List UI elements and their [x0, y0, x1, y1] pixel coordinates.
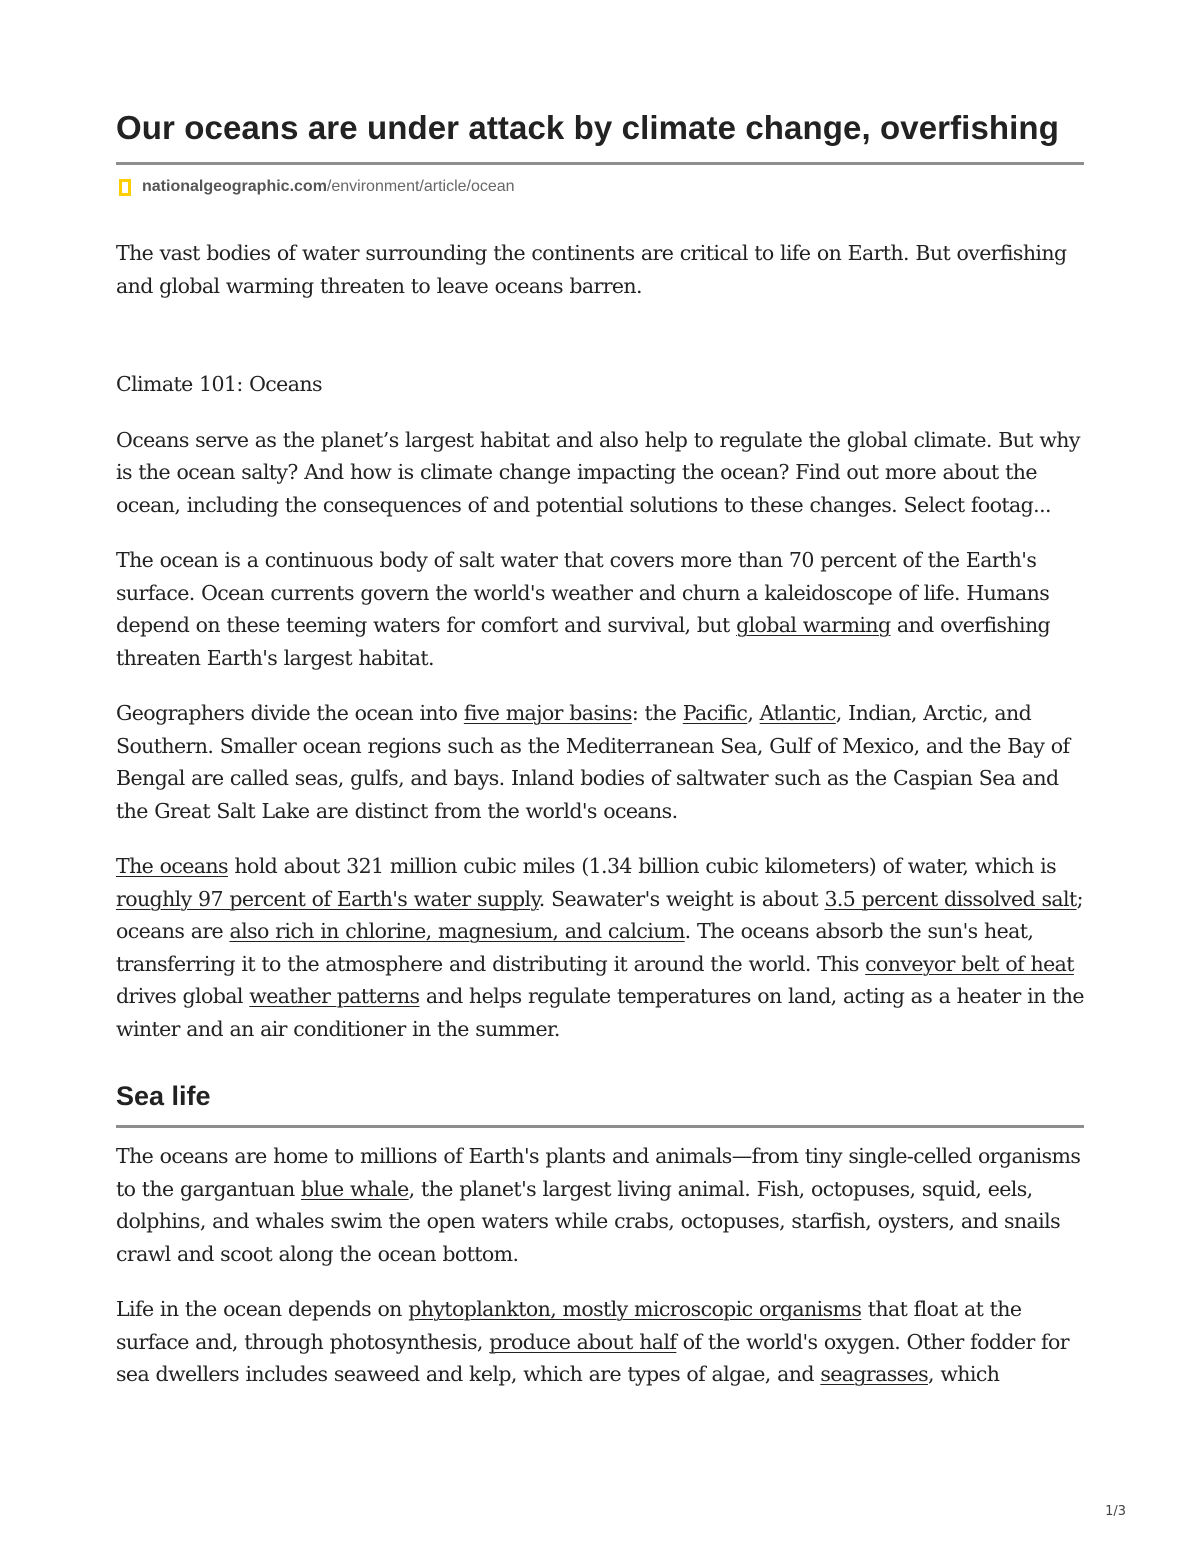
link-water-supply[interactable]: roughly 97 percent of Earth's water supply [116, 886, 539, 911]
source-link[interactable] [116, 175, 1084, 199]
section-heading-sea-life: Sea life [116, 1081, 211, 1111]
text: . The oceans absorb the sun's heat, transferring it to the atmosphere and distributing it around the world. This [116, 919, 1034, 976]
title-divider [116, 162, 1084, 165]
text: drives global [116, 984, 250, 1008]
link-phytoplankton[interactable]: phytoplankton, mostly microscopic organisms [408, 1297, 862, 1321]
text: : the [631, 701, 683, 725]
source-domain[interactable]: nationalgeographic.com [142, 178, 327, 195]
text: , [747, 701, 760, 725]
paragraph-sea-life [116, 1140, 1084, 1270]
text: , Indian, Arctic, and Southern. Smaller ocean regions such as the Mediterranean Sea, Gulf of Mexico, and the Bay of Bengal are called seas, gulfs, and bays. Inland bodies of saltwater such as the Caspian Sea and the Great Salt Lake are distinct from the world's oceans. [116, 701, 1070, 823]
link-conveyor-belt-of-heat[interactable]: conveyor belt of heat [865, 951, 1074, 976]
video-description: Oceans serve as the planet’s largest habitat and also help to regulate the global climate. But why is the ocean salty? And how is climate change impacting the ocean? Find out more about the ocean, including the consequences of and potential solutions to these changes. Select footag... [116, 427, 1080, 517]
video-title: Climate 101: Oceans [116, 372, 322, 396]
paragraph-ocean-water [116, 850, 1084, 1045]
link-blue-whale[interactable]: blue whale [300, 1176, 409, 1201]
link-chlorine-magnesium-calcium[interactable]: also rich in chlorine, magnesium, and calcium [229, 919, 685, 943]
text: that float at the surface and, through photosynthesis, [116, 1297, 1022, 1354]
text: The ocean is a continuous body of salt water that covers more than 70 percent of the Earth's surface. Ocean currents govern the world's weather and churn a kaleidoscope of life. Humans depend on these teeming waters for comfort and survival, but [116, 548, 1050, 637]
text: hold about 321 million cubic miles (1.34 billion cubic kilometers) of water, which is [227, 854, 1057, 878]
national-geographic-icon [119, 179, 131, 196]
text: , the planet's largest living animal. Fish, octopuses, squid, eels, dolphins, and whales swim the open waters while crabs, octopuses, starfish, oysters, and snails crawl and scoot along the ocean bottom. [116, 1176, 1060, 1266]
link-dissolved-salt[interactable]: 3.5 percent dissolved salt [824, 886, 1077, 911]
text: , which [928, 1362, 1000, 1386]
text: . Seawater's weight is about [538, 886, 825, 911]
link-pacific[interactable]: Pacific [682, 701, 748, 725]
section-divider [116, 1125, 1084, 1128]
link-the-oceans[interactable]: The oceans [116, 854, 228, 878]
lead-paragraph: The vast bodies of water surrounding the continents are critical to life on Earth. But overfishing and global warming threaten to leave oceans barren. [116, 241, 1067, 298]
link-weather-patterns[interactable]: weather patterns [249, 984, 420, 1008]
link-seagrasses[interactable]: seagrasses [820, 1362, 929, 1386]
text: Geographers divide the ocean into [116, 701, 464, 725]
text: and helps regulate temperatures on land, acting as a heater in the winter and an air conditioner in the summer. [116, 984, 1084, 1041]
article [116, 108, 1084, 1391]
text: and overfishing threaten Earth's largest habitat. [116, 613, 1051, 670]
paragraph-ocean-intro [116, 544, 1084, 674]
link-produce-about-half[interactable]: produce about half [489, 1329, 677, 1354]
sea-life-body [116, 1140, 1084, 1391]
text: of the world's oxygen. Other fodder for sea dwellers includes seaweed and kelp, which are types of algae, and [116, 1329, 1069, 1386]
source-path[interactable]: /environment/article/ocean [326, 178, 515, 195]
article-body [116, 237, 1084, 1045]
paragraph-ocean-basins [116, 697, 1084, 827]
text: ; oceans are [116, 886, 1083, 943]
text: Life in the ocean depends on [116, 1297, 409, 1321]
link-global-warming[interactable]: global warming [736, 613, 891, 637]
text: The oceans are home to millions of Earth's plants and animals—from tiny single-celled organisms to the gargantuan [116, 1144, 1081, 1201]
paragraph-phytoplankton [116, 1293, 1084, 1391]
article-title: Our oceans are under attack by climate change, overfishing [116, 109, 1059, 146]
link-five-major-basins[interactable]: five major basins [463, 701, 632, 725]
link-atlantic[interactable]: Atlantic [759, 701, 836, 725]
page-number: 1/3 [1105, 1504, 1126, 1519]
